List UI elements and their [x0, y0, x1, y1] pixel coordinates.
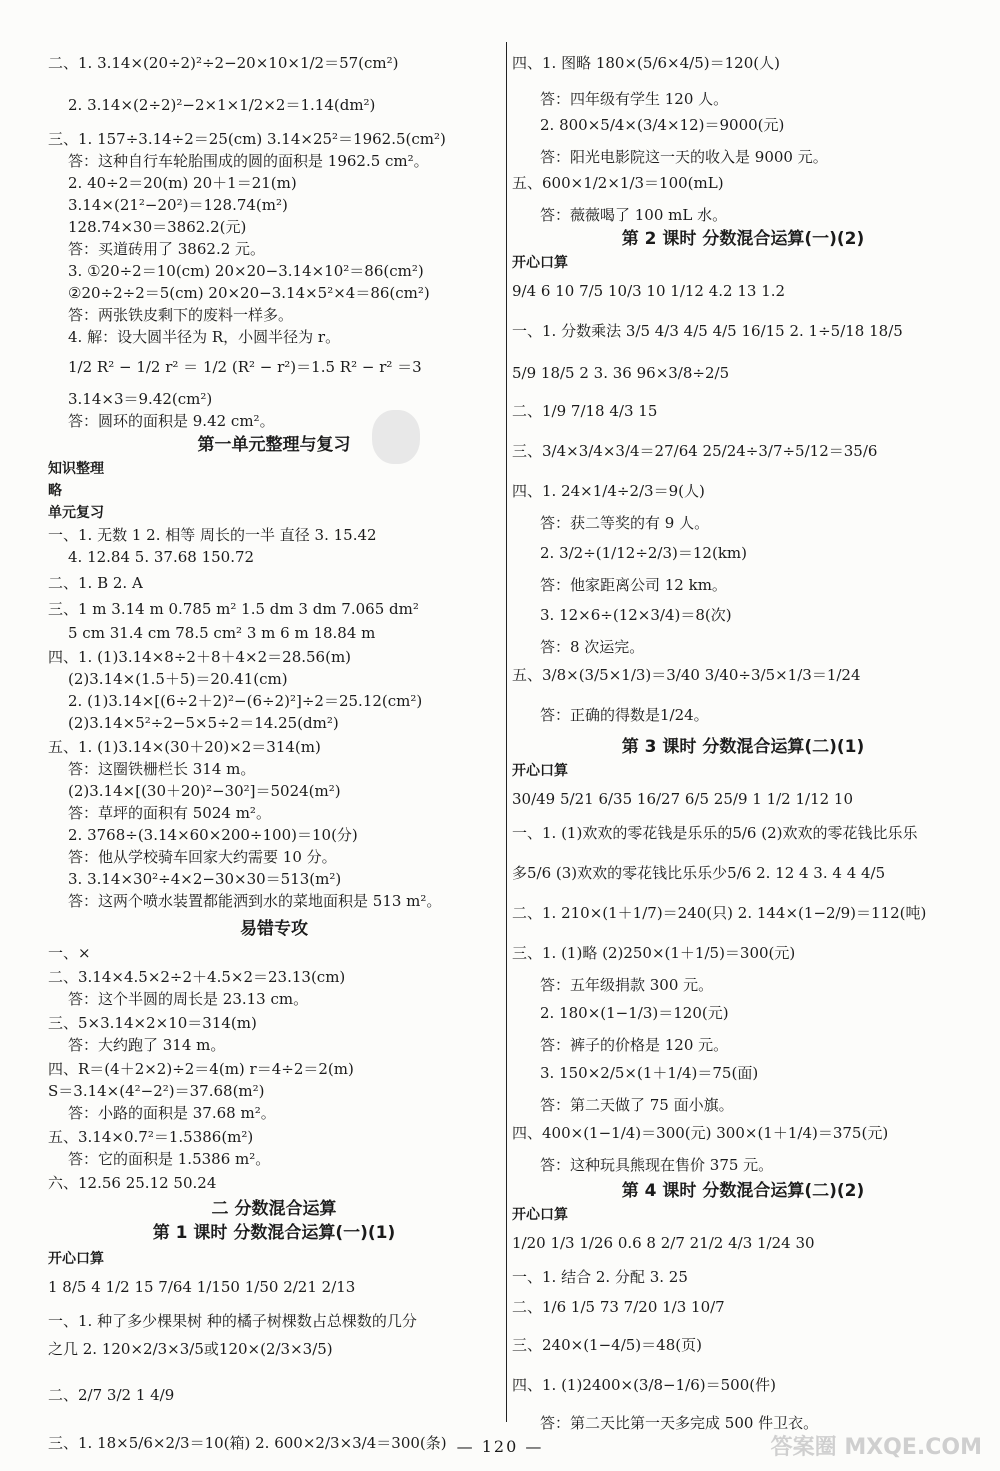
left-lines-33: 答：他从学校骑车回家大约需要 10 分。 [68, 848, 337, 866]
left-lines-11: 4. 解：设大圆半径为 R，小圆半径为 r。 [68, 328, 341, 346]
right-lines-29: 2. 180×(1−1/3)＝120(元) [540, 1004, 729, 1022]
left-lines-21: 二、1. B 2. A [48, 574, 143, 592]
left-lines-2: 三、1. 157÷3.14÷2＝25(cm) 3.14×25²＝1962.5(cm²) [48, 130, 446, 148]
right-lines-24: 一、1. (1)欢欢的零花钱是乐乐的5/6 (2)欢欢的零花钱比乐乐 [512, 824, 918, 842]
left-lines-5: 3.14×(21²−20²)＝128.74(m²) [68, 196, 288, 214]
right-lines-2: 2. 800×5/4×(3/4×12)＝9000(元) [540, 116, 785, 134]
right-lines-23: 30/49 5/21 6/35 16/27 6/5 25/9 1 1/2 1/12 10 [512, 790, 854, 808]
right-lines-33: 四、400×(1−1/4)＝300(元) 300×(1＋1/4)＝375(元) [512, 1124, 889, 1142]
left-lines-24: 四、1. (1)3.14×8÷2＋8＋4×2＝28.56(m) [48, 648, 352, 666]
left-lines-6: 128.74×30＝3862.2(元) [68, 218, 247, 236]
left-lines-51: 1 8/5 4 1/2 15 7/64 1/150 1/50 2/21 2/13 [48, 1278, 356, 1296]
left-lines-41: 答：大约跑了 314 m。 [68, 1036, 226, 1054]
left-lines-28: 五、1. (1)3.14×(30＋20)×2＝314(m) [48, 738, 321, 756]
right-lines-36: 开心口算 [512, 1207, 568, 1223]
left-lines-36: 易错专攻 [240, 919, 308, 939]
right-lines-18: 答：8 次运完。 [540, 638, 645, 656]
right-lines-3: 答：阳光电影院这一天的收入是 9000 元。 [540, 148, 828, 166]
left-lines-10: 答：两张铁皮剩下的废料一样多。 [68, 306, 294, 324]
left-lines-52: 一、1. 种了多少棵果树 种的橘子树棵数占总棵数的几分 [48, 1312, 417, 1330]
left-lines-34: 3. 3.14×30²÷4×2−30×30＝513(m²) [68, 870, 342, 888]
left-lines-15: 第一单元整理与复习 [197, 435, 351, 455]
right-lines-11: 二、1/9 7/18 4/3 15 [512, 402, 658, 420]
left-lines-22: 三、1 m 3.14 m 0.785 m² 1.5 dm 3 dm 7.065 dm² [48, 600, 419, 618]
right-lines-39: 二、1/6 1/5 73 7/20 1/3 10/7 [512, 1298, 725, 1316]
left-lines-18: 单元复习 [48, 505, 104, 521]
right-lines-14: 答：获二等奖的有 9 人。 [540, 514, 710, 532]
left-lines-35: 答：这两个喷水装置都能洒到水的菜地面积是 513 m²。 [68, 892, 442, 910]
left-lines-16: 知识整理 [48, 461, 104, 477]
left-lines-25: (2)3.14×(1.5＋5)＝20.41(cm) [68, 670, 288, 688]
left-lines-4: 2. 40÷2＝20(m) 20＋1＝21(m) [68, 174, 297, 192]
right-lines-26: 二、1. 210×(1＋1/7)＝240(只) 2. 144×(1−2/9)＝112(吨) [512, 904, 927, 922]
left-lines-1: 2. 3.14×(2÷2)²−2×1×1/2×2＝1.14(dm²) [68, 96, 376, 114]
right-lines-13: 四、1. 24×1/4÷2/3＝9(人) [512, 482, 705, 500]
left-lines-0: 二、1. 3.14×(20÷2)²÷2−20×10×1/2＝57(cm²) [48, 54, 399, 72]
right-lines-19: 五、3/8×(3/5×1/3)＝3/40 3/40÷3/5×1/3＝1/24 [512, 666, 861, 684]
left-lines-54: 二、2/7 3/2 1 4/9 [48, 1386, 175, 1404]
right-lines-35: 第 4 课时 分数混合运算(二)(2) [621, 1181, 865, 1201]
left-lines-40: 三、5×3.14×2×10＝314(m) [48, 1014, 257, 1032]
left-lines-46: 答：它的面积是 1.5386 m²。 [68, 1150, 271, 1168]
left-lines-50: 开心口算 [48, 1251, 104, 1267]
right-lines-7: 开心口算 [512, 255, 568, 271]
right-lines-21: 第 3 课时 分数混合运算(二)(1) [621, 737, 865, 757]
right-lines-38: 一、1. 结合 2. 分配 3. 25 [512, 1268, 688, 1286]
left-lines-45: 五、3.14×0.7²＝1.5386(m²) [48, 1128, 254, 1146]
left-lines-9: ②20÷2÷2＝5(cm) 20×20−3.14×5²×4＝86(cm²) [68, 284, 430, 302]
left-lines-27: (2)3.14×5²÷2−5×5÷2＝14.25(dm²) [68, 714, 339, 732]
right-lines-0: 四、1. 图略 180×(5/6×4/5)＝120(人) [512, 54, 780, 72]
left-lines-42: 四、R＝(4＋2×2)÷2＝4(m) r＝4÷2＝2(m) [48, 1060, 354, 1078]
right-lines-17: 3. 12×6÷(12×3/4)＝8(次) [540, 606, 732, 624]
right-lines-1: 答：四年级有学生 120 人。 [540, 90, 729, 108]
left-lines-13: 3.14×3＝9.42(cm²) [68, 390, 213, 408]
right-lines-6: 第 2 课时 分数混合运算(一)(2) [621, 229, 865, 249]
right-lines-8: 9/4 6 10 7/5 10/3 10 1/12 4.2 13 1.2 [512, 282, 786, 300]
right-lines-25: 多5/6 (3)欢欢的零花钱比乐乐少5/6 2. 12 4 3. 4 4 4/5 [512, 864, 886, 882]
right-lines-27: 三、1. (1)略 (2)250×(1＋1/5)＝300(元) [512, 944, 796, 962]
left-lines-39: 答：这个半圆的周长是 23.13 cm。 [68, 990, 309, 1008]
left-lines-49: 第 1 课时 分数混合运算(一)(1) [152, 1223, 396, 1243]
right-lines-40: 三、240×(1−4/5)＝48(页) [512, 1336, 702, 1354]
left-lines-31: 答：草坪的面积有 5024 m²。 [68, 804, 271, 822]
right-lines-37: 1/20 1/3 1/26 0.6 8 2/7 21/2 4/3 1/24 30 [512, 1234, 815, 1252]
right-lines-30: 答：裤子的价格是 120 元。 [540, 1036, 729, 1054]
column-divider [506, 42, 507, 1422]
right-lines-20: 答：正确的得数是1/24。 [540, 706, 709, 724]
left-lines-32: 2. 3768÷(3.14×60×200÷100)＝10(分) [68, 826, 358, 844]
left-lines-48: 二 分数混合运算 [211, 1199, 337, 1219]
right-lines-5: 答：薇薇喝了 100 mL 水。 [540, 206, 728, 224]
left-lines-37: 一、× [48, 944, 91, 962]
right-lines-32: 答：第二天做了 75 面小旗。 [540, 1096, 734, 1114]
right-lines-9: 一、1. 分数乘法 3/5 4/3 4/5 4/5 16/15 2. 1÷5/18 18/5 [512, 322, 903, 340]
left-lines-19: 一、1. 无数 1 2. 相等 周长的一半 直径 3. 15.42 [48, 526, 377, 544]
site-watermark: 答案圈 MXQE.COM [770, 1435, 982, 1460]
right-lines-15: 2. 3/2÷(1/12÷2/3)＝12(km) [540, 544, 747, 562]
right-lines-16: 答：他家距离公司 12 km。 [540, 576, 727, 594]
left-lines-17: 略 [48, 483, 62, 499]
right-lines-31: 3. 150×2/5×(1＋1/4)＝75(面) [540, 1064, 759, 1082]
left-lines-8: 3. ①20÷2＝10(cm) 20×20−3.14×10²＝86(cm²) [68, 262, 424, 280]
left-lines-43: S＝3.14×(4²−2²)＝37.68(m²) [48, 1082, 265, 1100]
right-lines-12: 三、3/4×3/4×3/4＝27/64 25/24÷3/7÷5/12＝35/6 [512, 442, 878, 460]
left-lines-44: 答：小路的面积是 37.68 m²。 [68, 1104, 276, 1122]
left-lines-55: 三、1. 18×5/6×2/3＝10(箱) 2. 600×2/3×3/4＝300(条) [48, 1434, 447, 1452]
left-lines-20: 4. 12.84 5. 37.68 150.72 [68, 548, 255, 566]
left-lines-26: 2. (1)3.14×[(6÷2＋2)²−(6÷2)²]÷2＝25.12(cm²) [68, 692, 423, 710]
left-lines-14: 答：圆环的面积是 9.42 cm²。 [68, 412, 275, 430]
left-lines-3: 答：这种自行车轮胎围成的圆的面积是 1962.5 cm²。 [68, 152, 429, 170]
right-lines-10: 5/9 18/5 2 3. 36 96×3/8÷2/5 [512, 364, 730, 382]
left-lines-23: 5 cm 31.4 cm 78.5 cm² 3 m 6 m 18.84 m [68, 624, 376, 642]
right-lines-34: 答：这种玩具熊现在售价 375 元。 [540, 1156, 774, 1174]
left-lines-53: 之几 2. 120×2/3×3/5或120×(2/3×3/5) [48, 1340, 333, 1358]
left-lines-47: 六、12.56 25.12 50.24 [48, 1174, 217, 1192]
left-lines-38: 二、3.14×4.5×2÷2＋4.5×2＝23.13(cm) [48, 968, 346, 986]
left-lines-29: 答：这圈铁栅栏长 314 m。 [68, 760, 256, 778]
page-number: — 120 — [456, 1437, 544, 1456]
right-lines-4: 五、600×1/2×1/3＝100(mL) [512, 174, 724, 192]
right-lines-41: 四、1. (1)2400×(3/8−1/6)＝500(件) [512, 1376, 776, 1394]
left-lines-12: 1/2 R² − 1/2 r² ＝ 1/2 (R² − r²)＝1.5 R² − r² ＝3 [68, 358, 422, 376]
right-lines-28: 答：五年级捐款 300 元。 [540, 976, 714, 994]
left-lines-7: 答：买道砖用了 3862.2 元。 [68, 240, 266, 258]
right-lines-42: 答：第二天比第一天多完成 500 件卫衣。 [540, 1414, 819, 1432]
right-lines-22: 开心口算 [512, 763, 568, 779]
left-lines-30: (2)3.14×[(30＋20)²−30²]＝5024(m²) [68, 782, 341, 800]
